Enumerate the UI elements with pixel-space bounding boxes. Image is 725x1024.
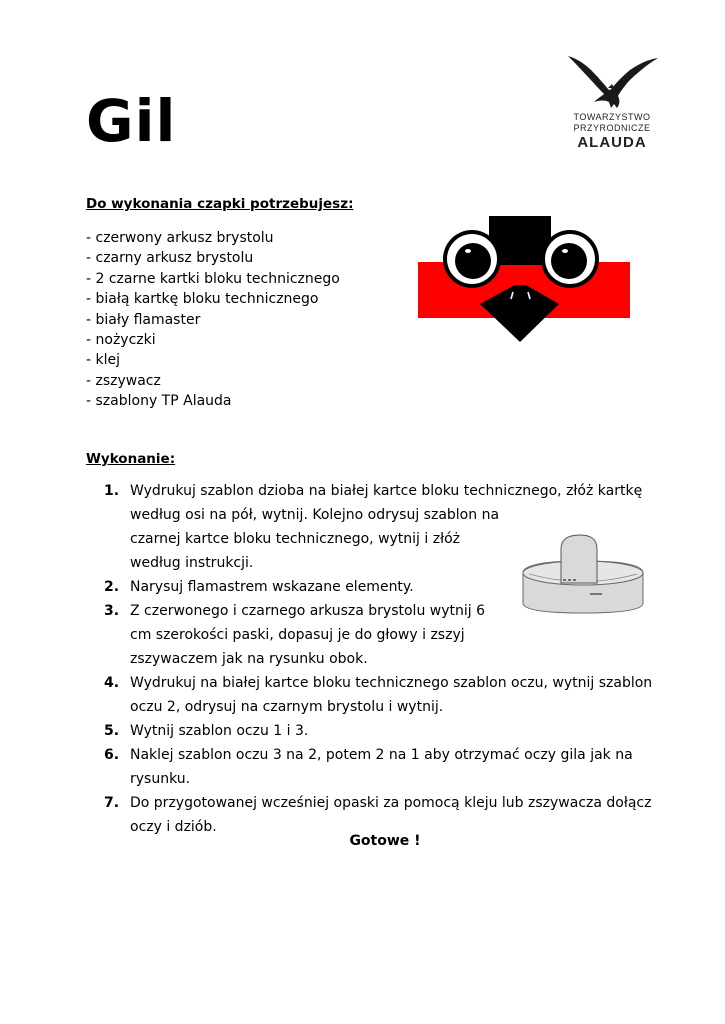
step-number: 7. bbox=[104, 795, 120, 811]
list-item: - 2 czarne kartki bloku technicznego bbox=[86, 270, 340, 287]
list-item: - czerwony arkusz brystolu bbox=[86, 230, 274, 246]
step-text: Narysuj flamastrem wskazane elementy. bbox=[130, 579, 414, 595]
step-text: czarnej kartce bloku technicznego, wytnij i złóż bbox=[130, 531, 460, 547]
step-text: Do przygotowanej wcześniej opaski za pomocą kleju lub zszywacza dołącz bbox=[130, 795, 652, 811]
list-item bbox=[104, 719, 664, 743]
step-number: 6. bbox=[104, 747, 120, 763]
materials-list bbox=[86, 228, 340, 412]
step-number: 5. bbox=[104, 723, 120, 739]
page-title: Gil bbox=[86, 87, 177, 155]
bird-silhouette-icon bbox=[564, 50, 660, 112]
materials-heading: Do wykonania czapki potrzebujesz: bbox=[86, 196, 354, 212]
step-text: zszywaczem jak na rysunku obok. bbox=[130, 651, 368, 667]
list-item bbox=[104, 791, 664, 839]
step-text: według instrukcji. bbox=[130, 555, 254, 571]
step-text: cm szerokości paski, dopasuj je do głowy i zszyj bbox=[130, 627, 465, 643]
alauda-logo bbox=[560, 50, 664, 152]
left-eye bbox=[443, 230, 501, 288]
step-text: Naklej szablon oczu 3 na 2, potem 2 na 1 aby otrzymać oczy gila jak na bbox=[130, 747, 633, 763]
step-text: Wytnij szablon oczu 1 i 3. bbox=[130, 723, 309, 739]
list-item: - nożyczki bbox=[86, 331, 156, 348]
bullfinch-hat-illustration bbox=[418, 215, 630, 345]
list-item: - białą kartkę bloku technicznego bbox=[86, 291, 319, 308]
list-item bbox=[104, 575, 664, 599]
step-text: Z czerwonego i czarnego arkusza brystolu wytnij 6 bbox=[130, 603, 486, 619]
step-text: według osi na pół, wytnij. Kolejno odrysuj szablon na bbox=[130, 507, 500, 523]
list-item bbox=[104, 479, 664, 575]
steps-list bbox=[104, 479, 664, 839]
steps-heading: Wykonanie: bbox=[86, 451, 176, 467]
list-item bbox=[104, 743, 664, 791]
step-number: 2. bbox=[104, 579, 120, 595]
list-item bbox=[104, 599, 664, 671]
step-number: 3. bbox=[104, 603, 120, 619]
logo-line-3: ALAUDA bbox=[577, 134, 647, 151]
step-text: Wydrukuj szablon dzioba na białej kartce bloku technicznego, złóż kartkę bbox=[130, 483, 643, 499]
list-item: - szablony TP Alauda bbox=[86, 393, 232, 410]
logo-line-1: TOWARZYSTWO bbox=[573, 112, 651, 122]
list-item: - klej bbox=[86, 352, 121, 369]
list-item bbox=[104, 671, 664, 719]
list-item: - czarny arkusz brystolu bbox=[86, 250, 254, 267]
right-eye bbox=[541, 230, 599, 288]
list-item: - zszywacz bbox=[86, 372, 161, 389]
step-text: Wydrukuj na białej kartce bloku technicznego szablon oczu, wytnij szablon bbox=[130, 675, 653, 691]
list-item: - biały flamaster bbox=[86, 311, 201, 328]
step-text: rysunku. bbox=[130, 771, 191, 787]
step-number: 4. bbox=[104, 675, 120, 691]
step-text: oczu 2, odrysuj na czarnym brystolu i wytnij. bbox=[130, 699, 444, 715]
done-label: Gotowe ! bbox=[349, 833, 421, 849]
step-number: 1. bbox=[104, 483, 120, 499]
step-text: oczy i dziób. bbox=[130, 819, 217, 835]
logo-line-2: PRZYRODNICZE bbox=[573, 123, 651, 133]
